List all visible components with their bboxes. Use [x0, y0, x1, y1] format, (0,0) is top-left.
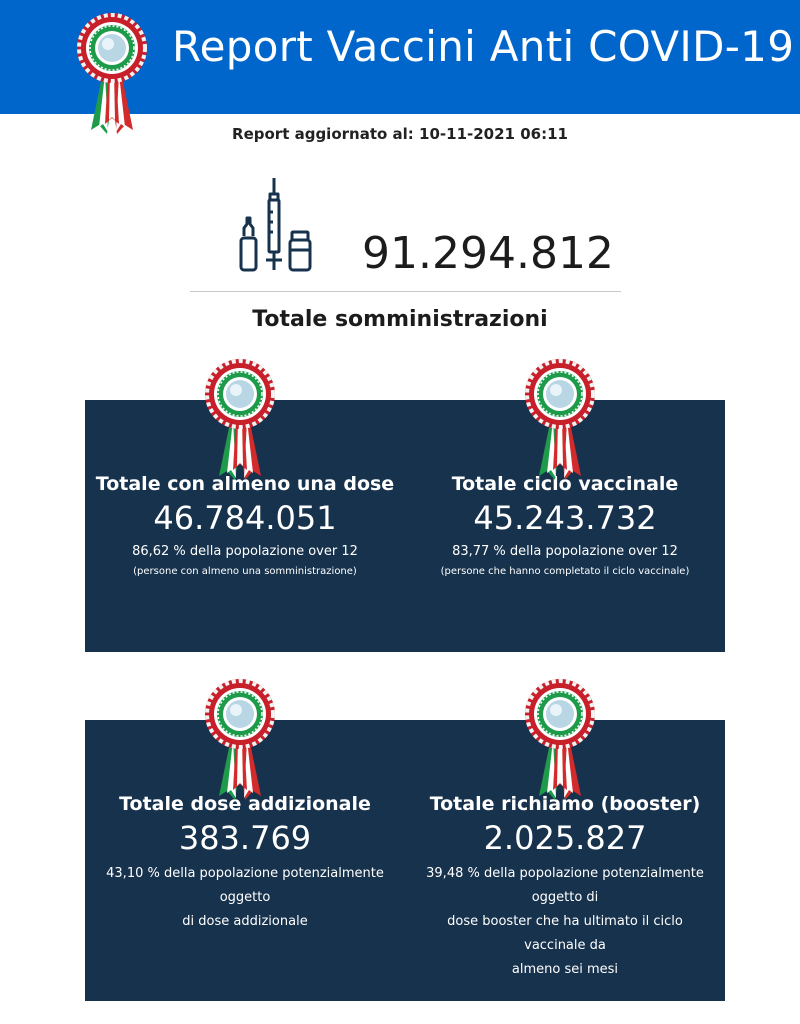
stat-value: 46.784.051 [153, 499, 337, 537]
vaccine-vial-syringe-icon [234, 176, 314, 278]
cockade-rosette-icon [520, 676, 600, 800]
stat-title: Totale con almeno una dose [95, 473, 395, 495]
header-bar [0, 0, 800, 114]
stat-percentage-line: oggetto [219, 890, 271, 905]
cockade-rosette-icon [200, 356, 280, 480]
stat-value: 45.243.732 [473, 499, 657, 537]
total-administrations-value: 91.294.812 [362, 228, 614, 279]
stat-card-additional-dose [85, 792, 405, 934]
total-administrations-label: Totale somministrazioni [252, 307, 548, 332]
stat-percentage: 86,62 % della popolazione over 12 [132, 544, 358, 559]
stat-value: 383.769 [178, 819, 312, 857]
stat-value: 2.025.827 [483, 819, 647, 857]
stat-card-booster [405, 792, 725, 982]
stat-percentage: 83,77 % della popolazione over 12 [452, 544, 678, 559]
stat-card-first-dose [85, 472, 405, 580]
stat-card-full-cycle [405, 472, 725, 580]
stat-note: (persone con almeno una somministrazione) [133, 566, 357, 577]
update-datetime: 10-11-2021 06:11 [419, 125, 568, 143]
stat-percentage-line: oggetto di [531, 890, 599, 905]
stat-note: (persone che hanno completato il ciclo vaccinale) [440, 566, 690, 577]
stats-panel-bottom [85, 720, 725, 1001]
stat-percentage-line: 39,48 % della popolazione potenzialmente [426, 866, 704, 881]
stats-panel-top [85, 400, 725, 652]
cockade-rosette-icon [72, 10, 152, 134]
stat-percentage-line: vaccinale da [524, 938, 606, 953]
cockade-rosette-icon [200, 676, 280, 800]
update-timestamp [0, 125, 800, 143]
update-label: Report aggiornato al: [232, 125, 414, 143]
cockade-rosette-icon [520, 356, 600, 480]
stat-percentage-line: di dose addizionale [182, 914, 308, 929]
page-title: Report Vaccini Anti COVID-19 [172, 22, 795, 71]
stat-percentage-line: dose booster che ha ultimato il ciclo [447, 914, 683, 929]
divider [190, 291, 621, 292]
stat-title: Totale richiamo (booster) [429, 793, 701, 815]
stat-percentage-line: almeno sei mesi [511, 962, 619, 977]
stat-title: Totale ciclo vaccinale [451, 473, 679, 495]
stat-title: Totale dose addizionale [119, 793, 371, 815]
stat-percentage-line: 43,10 % della popolazione potenzialmente [106, 866, 384, 881]
